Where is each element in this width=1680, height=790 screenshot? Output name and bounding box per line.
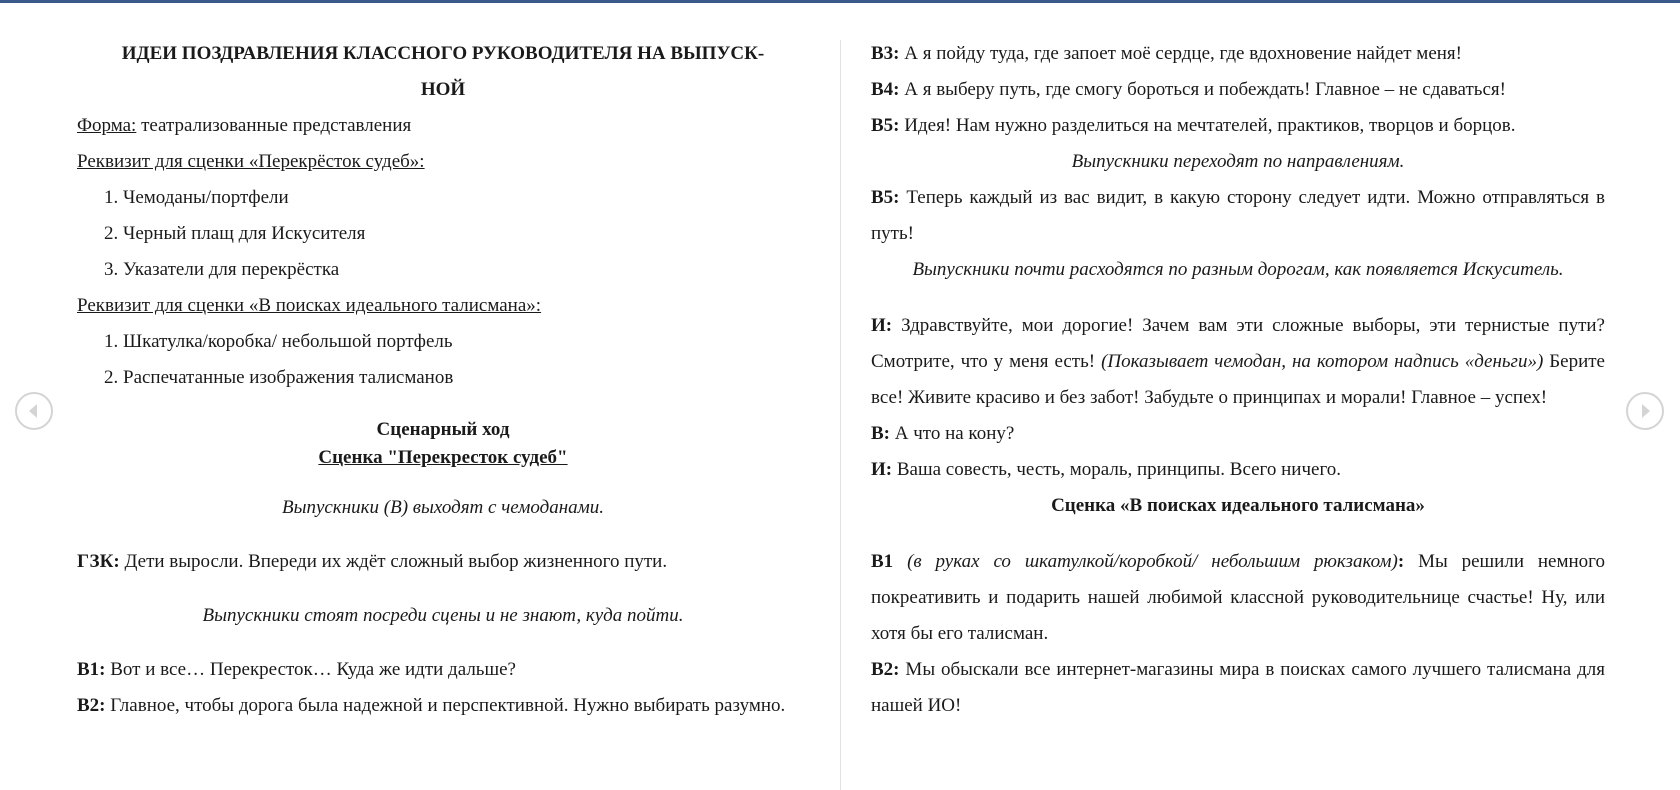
form-value: театрализованные представления [136,115,412,136]
dialogue-line [77,544,809,580]
prev-page-button[interactable] [15,392,53,430]
left-page [77,36,809,724]
stage-direction: Выпускники переходят по направлениям. [1071,151,1405,172]
speaker-label: В: [871,423,890,444]
chevron-left-icon [17,394,51,428]
speaker-label: В1 [871,551,894,572]
props1-list [77,180,809,288]
stage-remark: (в руках со шкатулкой/коробкой/ небольшим рюкзаком) [893,551,1398,572]
dialogue-text: Дети выросли. Впереди их ждёт сложный выбор жизненного пути. [119,551,668,572]
speaker-label: И: [871,459,893,480]
speaker-label: В4: [871,79,900,100]
speaker-label: И: [871,315,893,336]
dialogue-text: Теперь каждый из вас видит, в какую сторону следует идти. Можно отправляться в путь! [871,187,1605,244]
dialogue-text: Берите все! Живите красиво и без забот! Забудьте о принципах и морали! Главное – успех! [871,351,1605,408]
list-item: 2. Распечатанные изображения талисманов [104,367,454,388]
dialogue-text: Идея! Нам нужно разделиться на мечтателей, практиков, творцов и борцов. [899,115,1516,136]
dialogue-line [871,308,1605,416]
dialogue-line [77,688,809,724]
list-item: 1. Чемоданы/портфели [104,187,289,208]
dialogue-text: Вот и все… Перекресток… Куда же идти дальше? [105,659,516,680]
page-divider [840,40,841,790]
dialogue-line [871,544,1605,652]
props1-heading: Реквизит для сценки «Перекрёсток судеб»: [77,151,425,172]
stage-remark: (Показывает чемодан, на котором надпись «деньги») [1101,351,1544,372]
dialogue-line [871,416,1605,452]
dialogue-line [871,452,1605,488]
props2-heading: Реквизит для сценки «В поисках идеального талисмана»: [77,295,542,316]
speaker-label: В5: [871,115,900,136]
dialogue-line [77,652,809,688]
right-page [871,36,1605,724]
dialogue-text: Здравствуйте, мои дорогие! Зачем вам эти сложные выборы, эти тернистые пути? Смотрите, что у меня есть! [871,315,1605,372]
dialogue-line [871,108,1605,144]
document-title-line2: НОЙ [420,79,466,100]
list-item: 2. Черный плащ для Искусителя [104,223,366,244]
dialogue-line [871,36,1605,72]
form-label: Форма: [77,115,137,136]
list-item: 1. Шкатулка/коробка/ небольшой портфель [104,331,453,352]
speaker-label: В2: [871,659,900,680]
dialogue-text: Мы решили немного покреативить и подарить нашей любимой классной руководительнице счастье! Ну, или хотя бы его талисман. [871,551,1605,644]
scene2-heading: Сценка «В поисках идеального талисмана» [1051,495,1425,516]
dialogue-line [871,72,1605,108]
form-line [77,108,809,144]
document-title-line1: ИДЕИ ПОЗДРАВЛЕНИЯ КЛАССНОГО РУКОВОДИТЕЛЯ НА ВЫПУСК- [121,43,765,64]
speaker-label: ГЗК: [77,551,120,572]
stage-direction: Выпускники стоят посреди сцены и не знают, куда пойти. [202,605,684,626]
dialogue-text: Главное, чтобы дорога была надежной и перспективной. Нужно выбирать разумно. [105,695,786,716]
dialogue-line [871,180,1605,252]
speaker-colon: : [1397,551,1405,572]
dialogue-text: Ваша совесть, честь, мораль, принципы. Всего ничего. [892,459,1342,480]
list-item: 3. Указатели для перекрёстка [104,259,340,280]
speaker-label: В3: [871,43,900,64]
scene1-heading: Сценка "Перекресток судеб" [318,447,568,468]
dialogue-text: А что на кону? [890,423,1015,444]
dialogue-text: А я выберу путь, где смогу бороться и побеждать! Главное – не сдаваться! [899,79,1506,100]
stage-direction: Выпускники почти расходятся по разным дорогам, как появляется Искуситель. [912,259,1564,280]
scenario-heading: Сценарный ход [376,419,510,440]
stage-direction: Выпускники (В) выходят с чемоданами. [281,497,605,518]
speaker-label: В1: [77,659,106,680]
top-accent-bar [0,0,1680,3]
dialogue-text: Мы обыскали все интернет-магазины мира в поисках самого лучшего талисмана для нашей ИО! [871,659,1605,716]
props2-list [77,324,809,396]
dialogue-text: А я пойду туда, где запоет моё сердце, где вдохновение найдет меня! [899,43,1462,64]
speaker-label: В2: [77,695,106,716]
dialogue-line [871,652,1605,724]
speaker-label: В5: [871,187,900,208]
chevron-right-icon [1628,394,1662,428]
next-page-button[interactable] [1626,392,1664,430]
